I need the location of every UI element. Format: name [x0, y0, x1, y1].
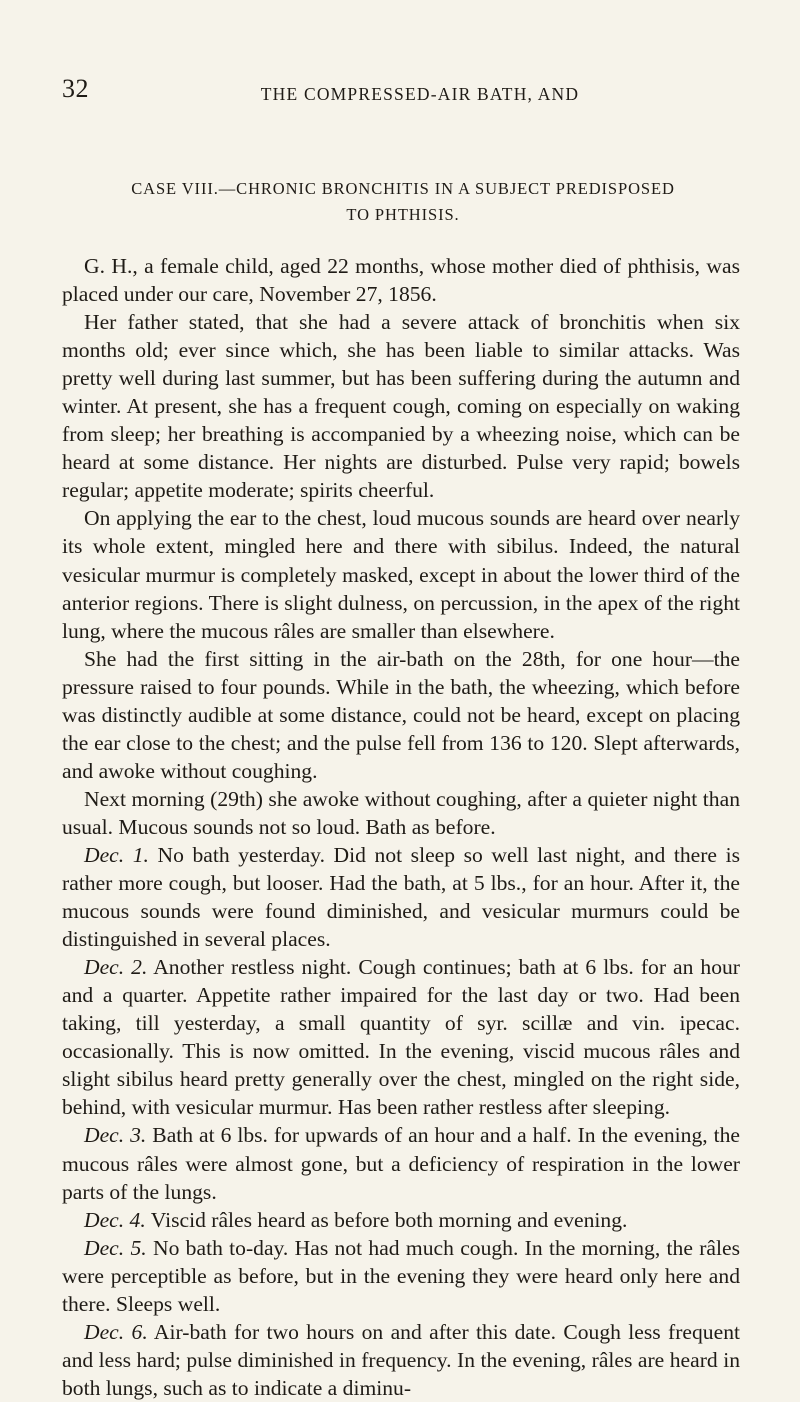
paragraph-text: Her father stated, that she had a severe attack of bronchitis when six months old; ever since which, she has been liable to similar attacks. Was pretty well during last summer, but has been suffering during the autumn and winter. At present, she has a frequent cough, coming on especially on waking from sleep; her breathing is accompanied by a wheezing noise, which can be heard at some distance. Her nights are disturbed. Pulse very rapid; bowels regular; appetite moderate; spirits cheerful.: [62, 310, 740, 503]
paragraph: [62, 308, 740, 504]
running-title: THE COMPRESSED-AIR BATH, AND: [260, 84, 580, 104]
paragraph-text: On applying the ear to the chest, loud mucous sounds are heard over nearly its whole extent, mingled here and there with sibilus. Indeed, the natural vesicular murmur is completely masked, except in about the lower third of the anterior regions. There is slight dulness, on percussion, in the apex of the right lung, where the mucous râles are smaller than elsewhere.: [62, 506, 740, 643]
page-number: 32: [62, 74, 89, 103]
entry-date: Dec. 6.: [84, 1319, 148, 1344]
running-head: [62, 74, 740, 110]
paragraph-text: G. H., a female child, aged 22 months, whose mother died of phthisis, was placed under our care, November 27, 1856.: [62, 254, 740, 307]
entry-date: Dec. 5.: [84, 1235, 147, 1260]
entry-date: Dec. 3.: [84, 1123, 147, 1148]
paragraph-text: Another restless night. Cough continues; bath at 6 lbs. for an hour and a quarter. Appetite rather impaired for the last day or two. Had been taking, till yesterday, a small quantity of syr. scillæ and vin. ipecac. occasionally. This is now omitted. In the evening, viscid mucous râles and slight sibilus heard pretty generally over the chest, mingled on the right side, behind, with vesicular murmur. Has been rather restless after sleeping.: [62, 955, 740, 1120]
paragraph-text: Viscid râles heard as before both morning and evening.: [150, 1207, 628, 1232]
paragraph: [62, 785, 740, 841]
paragraph: [62, 504, 740, 644]
entry-date: Dec. 4.: [84, 1207, 146, 1232]
paragraph-text: No bath yesterday. Did not sleep so well last night, and there is rather more cough, but looser. Had the bath, at 5 lbs., for an hour. After it, the mucous sounds were found diminished, and vesicular murmurs could be distinguished in several places.: [62, 842, 740, 952]
paragraph: [62, 1121, 740, 1205]
paragraph-text: Next morning (29th) she awoke without coughing, after a quieter night than usual. Mucous sounds not so loud. Bath as before.: [62, 786, 740, 839]
paragraph-text: She had the first sitting in the air-bath on the 28th, for one hour—the pressure raised to four pounds. While in the bath, the wheezing, which before was distinctly audible at some distance, could not be heard, except on placing the ear close to the chest; and the pulse fell from 136 to 120. Slept afterwards, and awoke without coughing.: [62, 646, 740, 783]
paragraph: [62, 645, 740, 785]
entry-date: Dec. 1.: [84, 842, 149, 867]
paragraph-text: Bath at 6 lbs. for upwards of an hour and a half. In the evening, the mucous râles were almost gone, but a deficiency of respiration in the lower parts of the lungs.: [62, 1123, 740, 1204]
paragraph: [62, 841, 740, 953]
entry-date: Dec. 2.: [84, 955, 148, 980]
paragraph: [62, 953, 740, 1121]
case-body: [62, 252, 740, 1402]
paragraph-text: No bath to-day. Has not had much cough. In the morning, the râles were perceptible as before, but in the evening they were heard only here and there. Sleeps well.: [62, 1235, 740, 1316]
paragraph: [62, 1318, 740, 1402]
paragraph: [62, 1206, 740, 1234]
paragraph: [62, 1234, 740, 1318]
case-heading-line-1: CASE VIII.—CHRONIC BRONCHITIS IN A SUBJECT PREDISPOSED: [131, 179, 675, 198]
paragraph-text: Air-bath for two hours on and after this date. Cough less frequent and less hard; pulse diminished in frequency. In the evening, râles are heard in both lungs, such as to indicate a diminu-: [62, 1319, 740, 1400]
case-heading: [72, 176, 734, 228]
case-heading-line-2: TO PHTHISIS.: [346, 205, 460, 224]
paragraph: [62, 252, 740, 308]
